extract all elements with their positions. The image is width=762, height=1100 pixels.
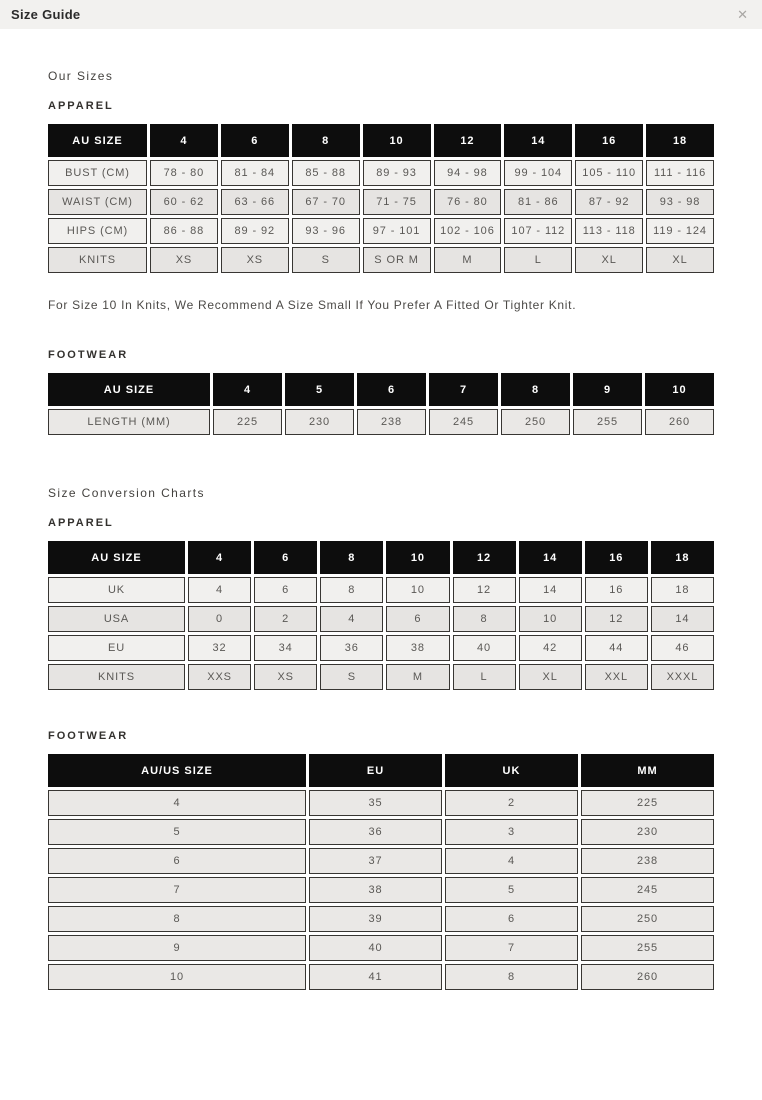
table-cell: M [434, 247, 502, 273]
table-cell: M [386, 664, 449, 690]
table-cell: 5 [48, 819, 306, 845]
table-cell: 10 [519, 606, 582, 632]
table-cell: 2 [254, 606, 317, 632]
column-header: AU SIZE [48, 541, 185, 574]
table-cell: 85 - 88 [292, 160, 360, 186]
table-row [48, 409, 714, 435]
table-cell: 89 - 93 [363, 160, 431, 186]
size-guide-content [0, 69, 762, 993]
table-cell: XS [221, 247, 289, 273]
table-cell: 37 [309, 848, 442, 874]
table-cell: 34 [254, 635, 317, 661]
table-cell: 81 - 86 [504, 189, 572, 215]
table-row [48, 247, 714, 273]
table-cell: 93 - 98 [646, 189, 714, 215]
table-cell: 6 [386, 606, 449, 632]
table-cell: 97 - 101 [363, 218, 431, 244]
column-header: 10 [363, 124, 431, 157]
table-cell: EU [48, 635, 185, 661]
column-header: 18 [646, 124, 714, 157]
table-cell: KNITS [48, 247, 147, 273]
column-header: AU/US SIZE [48, 754, 306, 787]
table-cell: 38 [386, 635, 449, 661]
table-cell: 2 [445, 790, 578, 816]
table-cell: 6 [48, 848, 306, 874]
table-cell: 245 [429, 409, 498, 435]
table-cell: 76 - 80 [434, 189, 502, 215]
table-cell: 44 [585, 635, 648, 661]
table-cell: 7 [48, 877, 306, 903]
table-cell: 12 [585, 606, 648, 632]
table-header-row [48, 754, 714, 787]
table-cell: 36 [320, 635, 383, 661]
table-cell: 67 - 70 [292, 189, 360, 215]
knits-note: For Size 10 In Knits, We Recommend A Size Small If You Prefer A Fitted Or Tighter Knit. [48, 298, 577, 312]
table-cell: BUST (CM) [48, 160, 147, 186]
table-cell: 71 - 75 [363, 189, 431, 215]
table-cell: 87 - 92 [575, 189, 643, 215]
column-header: 8 [292, 124, 360, 157]
our-sizes-footwear-table [45, 370, 717, 438]
table-cell: 36 [309, 819, 442, 845]
table-cell: LENGTH (MM) [48, 409, 210, 435]
modal-title: Size Guide [11, 7, 81, 22]
table-cell: 9 [48, 935, 306, 961]
table-cell: 41 [309, 964, 442, 990]
table-cell: 94 - 98 [434, 160, 502, 186]
table-cell: XS [254, 664, 317, 690]
table-cell: 250 [501, 409, 570, 435]
table-cell: 42 [519, 635, 582, 661]
table-cell: 3 [445, 819, 578, 845]
table-cell: 18 [651, 577, 714, 603]
table-cell: 245 [581, 877, 714, 903]
column-header: 12 [434, 124, 502, 157]
table-cell: S [320, 664, 383, 690]
column-header: 6 [254, 541, 317, 574]
table-cell: 250 [581, 906, 714, 932]
table-cell: XXL [585, 664, 648, 690]
table-cell: 8 [320, 577, 383, 603]
table-row [48, 935, 714, 961]
table-cell: 38 [309, 877, 442, 903]
table-cell: 14 [651, 606, 714, 632]
table-cell: 113 - 118 [575, 218, 643, 244]
table-row [48, 906, 714, 932]
table-cell: 10 [386, 577, 449, 603]
column-header: 16 [575, 124, 643, 157]
table-cell: 35 [309, 790, 442, 816]
table-cell: XL [575, 247, 643, 273]
our-sizes-apparel-table [45, 121, 717, 276]
table-cell: 86 - 88 [150, 218, 218, 244]
table-cell: 93 - 96 [292, 218, 360, 244]
our-sizes-apparel-label: APPAREL [48, 100, 114, 112]
column-header: 7 [429, 373, 498, 406]
table-cell: 255 [581, 935, 714, 961]
table-cell: L [504, 247, 572, 273]
conversion-heading: Size Conversion Charts [48, 486, 205, 500]
table-cell: 119 - 124 [646, 218, 714, 244]
table-cell: 89 - 92 [221, 218, 289, 244]
modal-titlebar [0, 0, 762, 29]
table-cell: 6 [445, 906, 578, 932]
table-cell: 238 [357, 409, 426, 435]
column-header: AU SIZE [48, 373, 210, 406]
conversion-footwear-label: FOOTWEAR [48, 730, 129, 742]
table-cell: 81 - 84 [221, 160, 289, 186]
table-cell: 12 [453, 577, 516, 603]
table-row [48, 819, 714, 845]
table-cell: XXS [188, 664, 251, 690]
our-sizes-heading: Our Sizes [48, 69, 114, 83]
column-header: 9 [573, 373, 642, 406]
table-cell: 40 [453, 635, 516, 661]
table-cell: HIPS (CM) [48, 218, 147, 244]
column-header: 18 [651, 541, 714, 574]
column-header: MM [581, 754, 714, 787]
table-row [48, 160, 714, 186]
conversion-apparel-label: APPAREL [48, 517, 114, 529]
column-header: 12 [453, 541, 516, 574]
table-row [48, 635, 714, 661]
table-cell: 32 [188, 635, 251, 661]
table-cell: 8 [453, 606, 516, 632]
table-row [48, 189, 714, 215]
column-header: 5 [285, 373, 354, 406]
table-cell: USA [48, 606, 185, 632]
table-cell: 8 [445, 964, 578, 990]
table-cell: XS [150, 247, 218, 273]
table-cell: 39 [309, 906, 442, 932]
column-header: 16 [585, 541, 648, 574]
column-header: 4 [150, 124, 218, 157]
table-header-row [48, 124, 714, 157]
table-cell: 260 [645, 409, 714, 435]
table-cell: 99 - 104 [504, 160, 572, 186]
table-row [48, 218, 714, 244]
table-cell: 225 [213, 409, 282, 435]
column-header: 4 [188, 541, 251, 574]
table-cell: XXXL [651, 664, 714, 690]
table-row [48, 848, 714, 874]
conversion-footwear-table [45, 751, 717, 993]
table-cell: KNITS [48, 664, 185, 690]
table-row [48, 877, 714, 903]
table-row [48, 790, 714, 816]
our-sizes-footwear-label: FOOTWEAR [48, 349, 129, 361]
table-cell: 4 [48, 790, 306, 816]
table-cell: 78 - 80 [150, 160, 218, 186]
column-header: 14 [519, 541, 582, 574]
table-cell: 60 - 62 [150, 189, 218, 215]
table-row [48, 606, 714, 632]
conversion-apparel-table [45, 538, 717, 693]
table-cell: 63 - 66 [221, 189, 289, 215]
column-header: 14 [504, 124, 572, 157]
close-icon[interactable]: ✕ [737, 7, 748, 22]
table-cell: L [453, 664, 516, 690]
column-header: 8 [320, 541, 383, 574]
table-cell: XL [519, 664, 582, 690]
table-row [48, 577, 714, 603]
table-cell: 107 - 112 [504, 218, 572, 244]
table-cell: 5 [445, 877, 578, 903]
table-cell: S OR M [363, 247, 431, 273]
column-header: 10 [645, 373, 714, 406]
table-cell: XL [646, 247, 714, 273]
column-header: 10 [386, 541, 449, 574]
table-cell: 0 [188, 606, 251, 632]
table-cell: 111 - 116 [646, 160, 714, 186]
table-cell: 4 [320, 606, 383, 632]
table-cell: 7 [445, 935, 578, 961]
table-cell: 102 - 106 [434, 218, 502, 244]
column-header: 8 [501, 373, 570, 406]
table-cell: 255 [573, 409, 642, 435]
table-cell: 4 [188, 577, 251, 603]
table-cell: S [292, 247, 360, 273]
table-cell: 225 [581, 790, 714, 816]
table-cell: 16 [585, 577, 648, 603]
table-cell: 40 [309, 935, 442, 961]
table-cell: 6 [254, 577, 317, 603]
column-header: 6 [221, 124, 289, 157]
table-cell: 230 [285, 409, 354, 435]
table-cell: 105 - 110 [575, 160, 643, 186]
column-header: AU SIZE [48, 124, 147, 157]
table-row [48, 964, 714, 990]
table-cell: WAIST (CM) [48, 189, 147, 215]
column-header: 4 [213, 373, 282, 406]
table-cell: 10 [48, 964, 306, 990]
table-cell: 238 [581, 848, 714, 874]
column-header: EU [309, 754, 442, 787]
table-cell: 4 [445, 848, 578, 874]
column-header: UK [445, 754, 578, 787]
table-cell: 230 [581, 819, 714, 845]
table-header-row [48, 541, 714, 574]
table-cell: UK [48, 577, 185, 603]
table-header-row [48, 373, 714, 406]
table-cell: 260 [581, 964, 714, 990]
table-cell: 14 [519, 577, 582, 603]
column-header: 6 [357, 373, 426, 406]
table-row [48, 664, 714, 690]
table-cell: 46 [651, 635, 714, 661]
table-cell: 8 [48, 906, 306, 932]
